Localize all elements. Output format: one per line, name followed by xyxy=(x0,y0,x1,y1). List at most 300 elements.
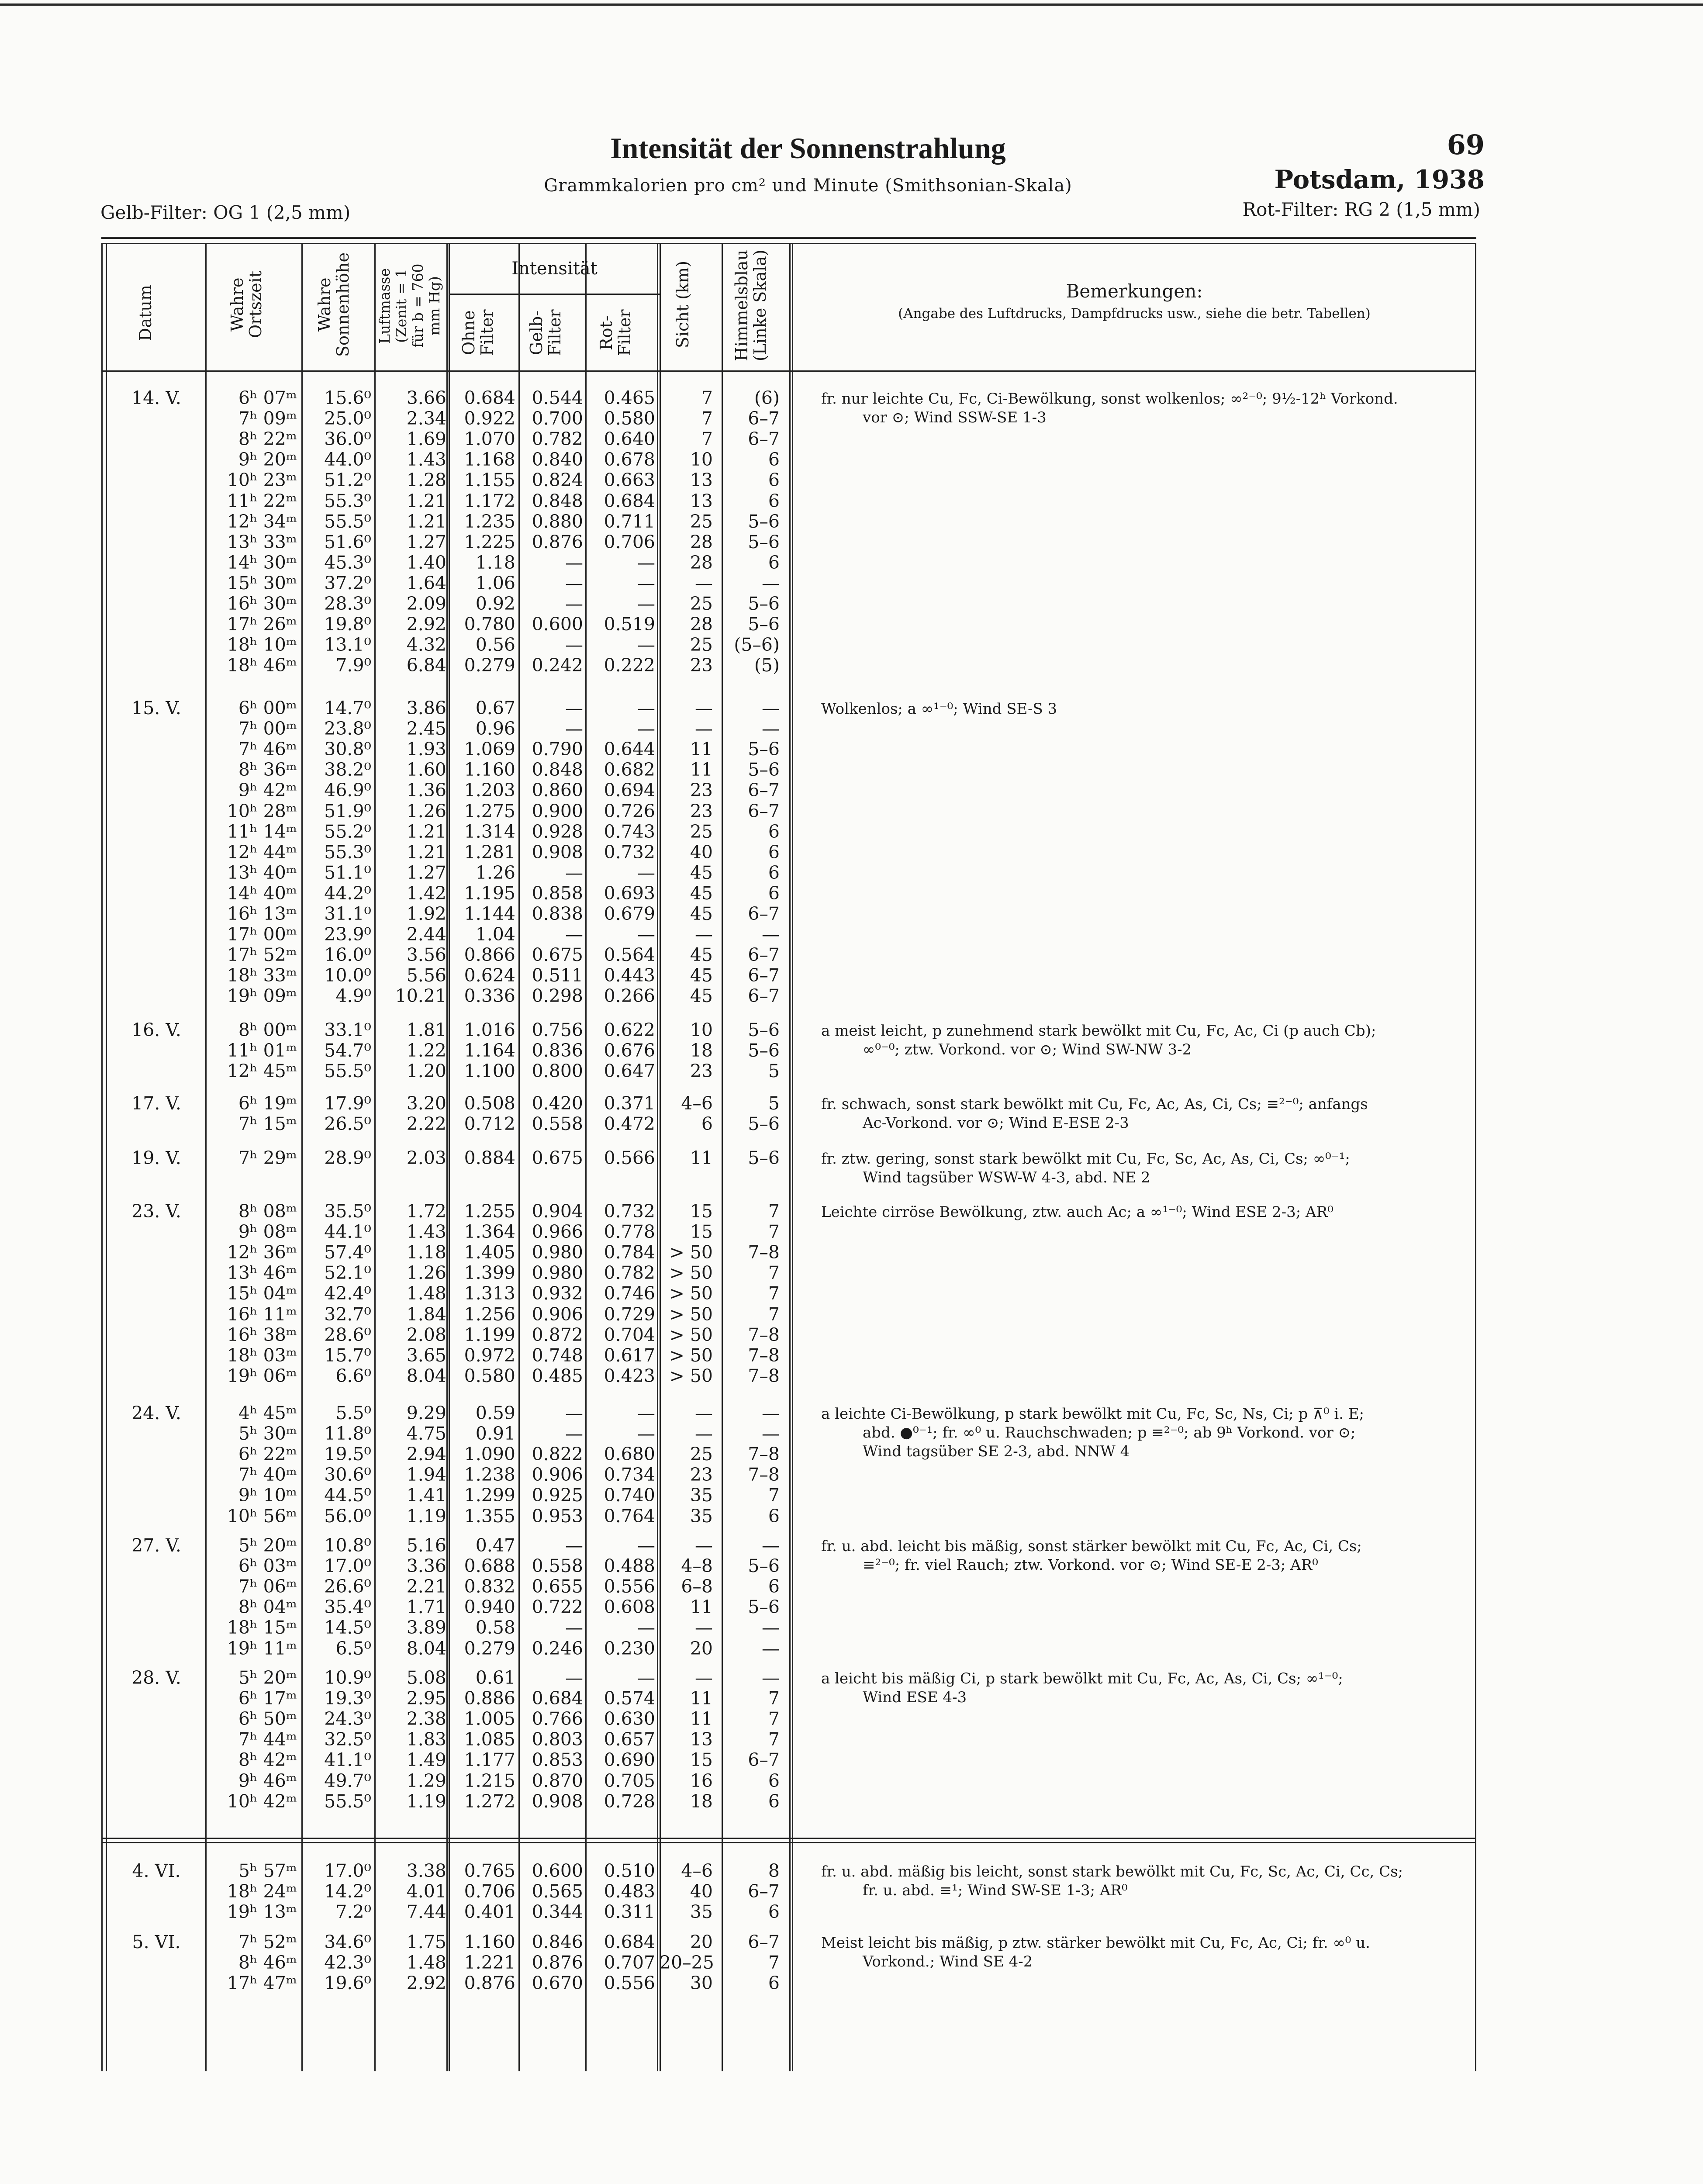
time-cell: 8ʰ 36ᵐ xyxy=(238,759,297,781)
time-cell: 16ʰ 11ᵐ xyxy=(227,1303,297,1325)
sky-blue-cell: 5–6 xyxy=(748,593,780,614)
visibility-cell: 15 xyxy=(690,1749,713,1771)
intensity-yellow-cell: — xyxy=(565,924,583,945)
sky-blue-cell: — xyxy=(762,1403,780,1424)
sky-blue-cell: 6–7 xyxy=(748,429,780,450)
intensity-red-cell: 0.782 xyxy=(604,1262,655,1284)
visibility-cell: 45 xyxy=(690,985,713,1007)
intensity-red-cell: 0.682 xyxy=(604,759,655,781)
time-cell: 19ʰ 09ᵐ xyxy=(227,985,297,1007)
col-bemerkungen: Bemerkungen: xyxy=(1066,280,1203,302)
time-cell: 7ʰ 09ᵐ xyxy=(238,408,297,429)
intensity-none-cell: 1.405 xyxy=(464,1242,515,1263)
sky-blue-cell: 6 xyxy=(768,1790,780,1812)
intensity-yellow-cell: 0.876 xyxy=(532,531,583,553)
altitude-cell: 35.4⁰ xyxy=(324,1597,371,1618)
airmass-cell: 3.38 xyxy=(406,1860,446,1881)
intensity-yellow-cell: 0.906 xyxy=(532,1303,583,1325)
altitude-cell: 6.6⁰ xyxy=(335,1365,371,1386)
intensity-none-cell: 1.090 xyxy=(464,1444,515,1465)
altitude-cell: 35.5⁰ xyxy=(324,1201,371,1222)
altitude-cell: 46.9⁰ xyxy=(324,780,371,801)
visibility-cell: 13 xyxy=(690,490,713,511)
remark-cell xyxy=(821,1203,1468,1222)
intensity-red-cell: 0.663 xyxy=(604,470,655,491)
time-cell: 7ʰ 29ᵐ xyxy=(238,1147,297,1168)
airmass-cell: 3.56 xyxy=(406,944,446,966)
remark-line: Wind ESE 4-3 xyxy=(863,1689,967,1706)
visibility-cell: 11 xyxy=(690,1597,713,1618)
time-cell: 16ʰ 13ᵐ xyxy=(227,903,297,924)
intensity-none-cell: 1.100 xyxy=(464,1061,515,1082)
intensity-yellow-cell: — xyxy=(565,552,583,573)
airmass-cell: 5.16 xyxy=(406,1535,446,1556)
intensity-none-cell: 1.238 xyxy=(464,1464,515,1486)
airmass-cell: 2.03 xyxy=(406,1147,446,1168)
sky-blue-cell: 6–7 xyxy=(748,800,780,822)
airmass-cell: 8.04 xyxy=(406,1365,446,1386)
time-cell: 7ʰ 00ᵐ xyxy=(238,718,297,740)
remark-line: ∞⁰⁻⁰; ztw. Vorkond. vor ⊙; Wind SW-NW 3-2 xyxy=(863,1041,1192,1058)
intensity-yellow-cell: 0.655 xyxy=(532,1576,583,1597)
intensity-none-cell: 1.225 xyxy=(464,531,515,553)
visibility-cell: 23 xyxy=(690,780,713,801)
sky-blue-cell: 5–6 xyxy=(748,1040,780,1061)
intensity-yellow-cell: — xyxy=(565,1423,583,1444)
visibility-cell: 20 xyxy=(690,1638,713,1659)
time-cell: 6ʰ 07ᵐ xyxy=(238,387,297,408)
sky-blue-cell: 7 xyxy=(768,1303,780,1325)
remark-line: vor ⊙; Wind SSW-SE 1-3 xyxy=(863,409,1047,426)
intensity-yellow-cell: 0.840 xyxy=(532,449,583,470)
airmass-cell: 1.43 xyxy=(406,1221,446,1243)
intensity-red-cell: — xyxy=(637,718,655,740)
intensity-none-cell: 1.26 xyxy=(475,862,515,883)
place-year: Potsdam, 1938 xyxy=(1274,165,1485,194)
sky-blue-cell: 5 xyxy=(768,1093,780,1114)
sky-blue-cell: 5–6 xyxy=(748,614,780,635)
intensity-red-cell: 0.311 xyxy=(604,1901,655,1923)
intensity-red-cell: 0.679 xyxy=(604,903,655,924)
intensity-none-cell: 1.155 xyxy=(464,470,515,491)
sky-blue-cell: 7 xyxy=(768,1262,780,1284)
time-cell: 14ʰ 40ᵐ xyxy=(227,882,297,904)
intensity-yellow-cell: 0.900 xyxy=(532,800,583,822)
airmass-cell: 2.09 xyxy=(406,593,446,614)
time-cell: 7ʰ 40ᵐ xyxy=(238,1464,297,1486)
sky-blue-cell: 6 xyxy=(768,1901,780,1923)
intensity-red-cell: — xyxy=(637,924,655,945)
airmass-cell: 1.48 xyxy=(406,1283,446,1304)
intensity-none-cell: 1.04 xyxy=(475,924,515,945)
intensity-none-cell: 1.160 xyxy=(464,759,515,781)
time-cell: 11ʰ 22ᵐ xyxy=(227,490,297,511)
airmass-cell: 2.92 xyxy=(406,1973,446,1994)
intensity-red-cell: 0.734 xyxy=(604,1464,655,1486)
airmass-cell: 4.01 xyxy=(406,1881,446,1902)
altitude-cell: 51.1⁰ xyxy=(324,862,371,883)
sky-blue-cell: 8 xyxy=(768,1860,780,1881)
time-cell: 18ʰ 15ᵐ xyxy=(227,1617,297,1638)
intensity-red-cell: 0.676 xyxy=(604,1040,655,1061)
visibility-cell: 11 xyxy=(690,1147,713,1168)
intensity-none-cell: 0.279 xyxy=(464,1638,515,1659)
intensity-red-cell: — xyxy=(637,862,655,883)
altitude-cell: 55.5⁰ xyxy=(324,1061,371,1082)
time-cell: 17ʰ 26ᵐ xyxy=(227,614,297,635)
airmass-cell: 1.18 xyxy=(406,1242,446,1263)
intensity-red-cell: — xyxy=(637,1403,655,1424)
sky-blue-cell: — xyxy=(762,1638,780,1659)
top-rule xyxy=(0,3,1703,6)
visibility-cell: 35 xyxy=(690,1485,713,1506)
airmass-cell: 1.26 xyxy=(406,800,446,822)
airmass-cell: 3.66 xyxy=(406,387,446,408)
remark-line: abd. ●⁰⁻¹; fr. ∞⁰ u. Rauchschwaden; p ≡²⁻⁰; ab 9ʰ Vorkond. vor ⊙; xyxy=(863,1424,1356,1441)
intensity-yellow-cell: 0.846 xyxy=(532,1932,583,1952)
intensity-red-cell: 0.728 xyxy=(604,1790,655,1812)
time-cell: 9ʰ 42ᵐ xyxy=(238,780,297,801)
intensity-yellow-cell: 0.928 xyxy=(532,821,583,842)
intensity-yellow-cell: 0.558 xyxy=(532,1113,583,1135)
intensity-none-cell: 1.195 xyxy=(464,882,515,904)
time-cell: 6ʰ 03ᵐ xyxy=(238,1555,297,1577)
sky-blue-cell: 7 xyxy=(768,1708,780,1730)
intensity-red-cell: 0.566 xyxy=(604,1147,655,1168)
remark-cell xyxy=(821,700,1468,719)
visibility-cell: > 50 xyxy=(669,1242,713,1263)
intensity-red-cell: 0.617 xyxy=(604,1344,655,1366)
sky-blue-cell: — xyxy=(762,698,780,719)
airmass-cell: 1.93 xyxy=(406,739,446,760)
intensity-none-cell: 0.67 xyxy=(475,698,515,719)
time-cell: 5ʰ 20ᵐ xyxy=(238,1667,297,1688)
intensity-none-cell: 1.221 xyxy=(464,1952,515,1973)
intensity-red-cell: 0.647 xyxy=(604,1061,655,1082)
intensity-yellow-cell: 0.953 xyxy=(532,1505,583,1527)
intensity-none-cell: 0.886 xyxy=(464,1688,515,1709)
time-cell: 13ʰ 33ᵐ xyxy=(227,531,297,553)
intensity-red-cell: 0.680 xyxy=(604,1444,655,1465)
airmass-cell: 1.81 xyxy=(406,1019,446,1040)
visibility-cell: 45 xyxy=(690,903,713,924)
intensity-yellow-cell: 0.800 xyxy=(532,1061,583,1082)
altitude-cell: 57.4⁰ xyxy=(324,1242,371,1263)
airmass-cell: 2.94 xyxy=(406,1444,446,1465)
sky-blue-cell: 6 xyxy=(768,1505,780,1527)
intensity-none-cell: 1.235 xyxy=(464,511,515,532)
altitude-cell: 56.0⁰ xyxy=(324,1505,371,1527)
header-separator xyxy=(101,370,1476,372)
remark-line: Meist leicht bis mäßig, p ztw. stärker bewölkt mit Cu, Fc, Ac, Ci; fr. ∞⁰ u. xyxy=(821,1934,1370,1952)
intensity-red-cell: — xyxy=(637,572,655,594)
altitude-cell: 30.8⁰ xyxy=(324,739,371,760)
sky-blue-cell: 7 xyxy=(768,1221,780,1243)
visibility-cell: 20–25 xyxy=(660,1952,714,1973)
intensity-none-cell: 1.355 xyxy=(464,1505,515,1527)
altitude-cell: 44.5⁰ xyxy=(324,1485,371,1506)
airmass-cell: 2.44 xyxy=(406,924,446,945)
intensity-yellow-cell: 0.848 xyxy=(532,759,583,781)
intensity-none-cell: 1.160 xyxy=(464,1932,515,1952)
visibility-cell: 10 xyxy=(690,1019,713,1040)
intensity-red-cell: 0.472 xyxy=(604,1113,655,1135)
remark-line: fr. u. abd. ≡¹; Wind SW-SE 1-3; AR⁰ xyxy=(863,1882,1128,1899)
visibility-cell: 23 xyxy=(690,655,713,676)
altitude-cell: 13.1⁰ xyxy=(324,634,371,656)
visibility-cell: 7 xyxy=(701,429,713,450)
intensity-none-cell: 0.940 xyxy=(464,1597,515,1618)
intensity-none-cell: 1.070 xyxy=(464,429,515,450)
visibility-cell: 23 xyxy=(690,1061,713,1082)
sky-blue-cell: 6 xyxy=(768,470,780,491)
altitude-cell: 44.1⁰ xyxy=(324,1221,371,1243)
visibility-cell: > 50 xyxy=(669,1283,713,1304)
intensity-yellow-cell: 0.766 xyxy=(532,1708,583,1730)
sky-blue-cell: 7–8 xyxy=(748,1365,780,1386)
time-cell: 15ʰ 04ᵐ xyxy=(227,1283,297,1304)
remark-line: Vorkond.; Wind SE 4-2 xyxy=(863,1953,1033,1970)
intensity-none-cell: 1.172 xyxy=(464,490,515,511)
altitude-cell: 23.9⁰ xyxy=(324,924,371,945)
intensity-yellow-cell: 0.790 xyxy=(532,739,583,760)
visibility-cell: 15 xyxy=(690,1201,713,1222)
intensity-yellow-cell: — xyxy=(565,1617,583,1638)
month-separator xyxy=(101,1838,1476,1839)
time-cell: 10ʰ 28ᵐ xyxy=(227,800,297,822)
intensity-none-cell: 1.199 xyxy=(464,1324,515,1345)
airmass-cell: 6.84 xyxy=(406,655,446,676)
intensity-red-cell: 0.230 xyxy=(604,1638,655,1659)
time-cell: 5ʰ 30ᵐ xyxy=(238,1423,297,1444)
time-cell: 15ʰ 30ᵐ xyxy=(227,572,297,594)
altitude-cell: 44.0⁰ xyxy=(324,449,371,470)
airmass-cell: 1.71 xyxy=(406,1597,446,1618)
intensity-red-cell: 0.556 xyxy=(604,1576,655,1597)
time-cell: 19ʰ 13ᵐ xyxy=(227,1901,297,1923)
time-cell: 19ʰ 11ᵐ xyxy=(227,1638,297,1659)
intensity-none-cell: 1.203 xyxy=(464,780,515,801)
remark-line: fr. schwach, sonst stark bewölkt mit Cu, Fc, Ac, As, Ci, Cs; ≡²⁻⁰; anfangs xyxy=(821,1095,1368,1113)
intensity-none-cell: 0.401 xyxy=(464,1901,515,1923)
altitude-cell: 32.5⁰ xyxy=(324,1729,371,1750)
visibility-cell: — xyxy=(695,698,713,719)
sky-blue-cell: 5–6 xyxy=(748,1597,780,1618)
intensity-red-cell: 0.640 xyxy=(604,429,655,450)
sky-blue-cell: — xyxy=(762,1535,780,1556)
visibility-cell: 25 xyxy=(690,821,713,842)
intensity-none-cell: 1.177 xyxy=(464,1749,515,1771)
sky-blue-cell: 6–7 xyxy=(748,780,780,801)
intensity-none-cell: 0.780 xyxy=(464,614,515,635)
time-cell: 7ʰ 52ᵐ xyxy=(238,1932,297,1952)
intensity-none-cell: 1.364 xyxy=(464,1221,515,1243)
intensity-yellow-cell: 0.675 xyxy=(532,1147,583,1168)
date-cell: 5. VI. xyxy=(132,1932,181,1952)
airmass-cell: 1.75 xyxy=(406,1932,446,1952)
intensity-none-cell: 0.972 xyxy=(464,1344,515,1366)
sky-blue-cell: 6–7 xyxy=(748,903,780,924)
sky-blue-cell: 6–7 xyxy=(748,1932,780,1952)
intensity-red-cell: 0.556 xyxy=(604,1973,655,1994)
visibility-cell: 10 xyxy=(690,449,713,470)
intensity-none-cell: 0.47 xyxy=(475,1535,515,1556)
intensity-red-cell: 0.465 xyxy=(604,387,655,408)
intensity-none-cell: 0.884 xyxy=(464,1147,515,1168)
intensity-none-cell: 1.281 xyxy=(464,841,515,863)
intensity-yellow-cell: 0.848 xyxy=(532,490,583,511)
intensity-none-cell: 1.164 xyxy=(464,1040,515,1061)
altitude-cell: 51.9⁰ xyxy=(324,800,371,822)
time-cell: 19ʰ 06ᵐ xyxy=(227,1365,297,1386)
visibility-cell: > 50 xyxy=(669,1262,713,1284)
intensity-none-cell: 0.876 xyxy=(464,1973,515,1994)
time-cell: 5ʰ 57ᵐ xyxy=(238,1860,297,1881)
sky-blue-cell: 6 xyxy=(768,490,780,511)
sky-blue-cell: 5–6 xyxy=(748,531,780,553)
altitude-cell: 4.9⁰ xyxy=(335,985,371,1007)
visibility-cell: 6 xyxy=(701,1113,713,1135)
intensity-none-cell: 0.61 xyxy=(475,1667,515,1688)
intensity-yellow-cell: 0.824 xyxy=(532,470,583,491)
intensity-none-cell: 0.508 xyxy=(464,1093,515,1114)
intensity-red-cell: 0.707 xyxy=(604,1952,655,1973)
sky-blue-cell: 7 xyxy=(768,1283,780,1304)
col-ohne-filter: Ohne Filter xyxy=(459,309,497,356)
intensity-none-cell: 0.866 xyxy=(464,944,515,966)
airmass-cell: 1.27 xyxy=(406,531,446,553)
intensity-none-cell: 0.706 xyxy=(464,1881,515,1902)
airmass-cell: 1.40 xyxy=(406,552,446,573)
remark-line: a leichte Ci-Bewölkung, p stark bewölkt mit Cu, Fc, Sc, Ns, Ci; p ⊼⁰ i. E; xyxy=(821,1405,1364,1423)
sky-blue-cell: — xyxy=(762,718,780,740)
sky-blue-cell: — xyxy=(762,1423,780,1444)
visibility-cell: — xyxy=(695,1667,713,1688)
intensity-none-cell: 0.624 xyxy=(464,965,515,986)
intensity-none-cell: 0.56 xyxy=(475,634,515,656)
col-datum: Datum xyxy=(136,285,155,342)
airmass-cell: 1.94 xyxy=(406,1464,446,1486)
visibility-cell: 28 xyxy=(690,552,713,573)
intensity-red-cell: 0.443 xyxy=(604,965,655,986)
intensity-red-cell: 0.630 xyxy=(604,1708,655,1730)
visibility-cell: 4–6 xyxy=(681,1093,713,1114)
col-sonnenhoehe: Wahre Sonnenhöhe xyxy=(315,252,352,357)
sky-blue-cell: 6 xyxy=(768,862,780,883)
sky-blue-cell: 6 xyxy=(768,841,780,863)
intensity-none-cell: 0.765 xyxy=(464,1860,515,1881)
intensity-red-cell: 0.743 xyxy=(604,821,655,842)
altitude-cell: 45.3⁰ xyxy=(324,552,371,573)
intensity-none-cell: 1.168 xyxy=(464,449,515,470)
intensity-red-cell: 0.580 xyxy=(604,408,655,429)
time-cell: 14ʰ 30ᵐ xyxy=(227,552,297,573)
altitude-cell: 16.0⁰ xyxy=(324,944,371,966)
airmass-cell: 10.21 xyxy=(395,985,446,1007)
altitude-cell: 28.3⁰ xyxy=(324,593,371,614)
altitude-cell: 32.7⁰ xyxy=(324,1303,371,1325)
time-cell: 17ʰ 00ᵐ xyxy=(227,924,297,945)
intensity-yellow-cell: 0.860 xyxy=(532,780,583,801)
airmass-cell: 2.38 xyxy=(406,1708,446,1730)
altitude-cell: 10.8⁰ xyxy=(324,1535,371,1556)
intensity-none-cell: 0.684 xyxy=(464,387,515,408)
sky-blue-cell: 5 xyxy=(768,1061,780,1082)
altitude-cell: 55.5⁰ xyxy=(324,1790,371,1812)
sky-blue-cell: 5–6 xyxy=(748,739,780,760)
time-cell: 8ʰ 46ᵐ xyxy=(238,1952,297,1973)
airmass-cell: 1.21 xyxy=(406,490,446,511)
visibility-cell: 25 xyxy=(690,634,713,656)
intensity-yellow-cell: 0.870 xyxy=(532,1770,583,1791)
intensity-yellow-cell: 0.684 xyxy=(532,1688,583,1709)
airmass-cell: 2.45 xyxy=(406,718,446,740)
sky-blue-cell: 6 xyxy=(768,1973,780,1994)
col-rot-filter: Rot- Filter xyxy=(597,309,634,356)
sky-blue-cell: 6 xyxy=(768,821,780,842)
intensity-yellow-cell: 0.558 xyxy=(532,1555,583,1577)
airmass-cell: 2.08 xyxy=(406,1324,446,1345)
altitude-cell: 23.8⁰ xyxy=(324,718,371,740)
intensity-red-cell: 0.732 xyxy=(604,841,655,863)
intensity-yellow-cell: 0.675 xyxy=(532,944,583,966)
col-intensitaet: Intensität xyxy=(511,259,598,279)
airmass-cell: 1.84 xyxy=(406,1303,446,1325)
intensity-yellow-cell: 0.420 xyxy=(532,1093,583,1114)
airmass-cell: 1.83 xyxy=(406,1729,446,1750)
time-cell: 18ʰ 24ᵐ xyxy=(227,1881,297,1902)
remark-cell xyxy=(821,1150,1468,1187)
time-cell: 12ʰ 34ᵐ xyxy=(227,511,297,532)
airmass-cell: 1.21 xyxy=(406,841,446,863)
intensity-yellow-cell: 0.246 xyxy=(532,1638,583,1659)
intensity-red-cell: 0.746 xyxy=(604,1283,655,1304)
visibility-cell: 45 xyxy=(690,944,713,966)
intensity-yellow-cell: — xyxy=(565,572,583,594)
intensity-yellow-cell: 0.838 xyxy=(532,903,583,924)
airmass-cell: 1.43 xyxy=(406,449,446,470)
visibility-cell: — xyxy=(695,1535,713,1556)
time-cell: 7ʰ 06ᵐ xyxy=(238,1576,297,1597)
intensity-yellow-cell: 0.966 xyxy=(532,1221,583,1243)
intensity-none-cell: 1.016 xyxy=(464,1019,515,1040)
visibility-cell: 23 xyxy=(690,800,713,822)
visibility-cell: 20 xyxy=(690,1932,713,1952)
altitude-cell: 42.3⁰ xyxy=(324,1952,371,1973)
intensity-red-cell: — xyxy=(637,552,655,573)
remark-line: fr. u. abd. mäßig bis leicht, sonst stark bewölkt mit Cu, Fc, Sc, Ac, Ci, Cc, Cs; xyxy=(821,1863,1403,1880)
sky-blue-cell: — xyxy=(762,924,780,945)
airmass-cell: 1.36 xyxy=(406,780,446,801)
col-ortszeit: Wahre Ortszeit xyxy=(228,270,265,339)
altitude-cell: 55.3⁰ xyxy=(324,490,371,511)
altitude-cell: 19.3⁰ xyxy=(324,1688,371,1709)
intensity-red-cell: 0.371 xyxy=(604,1093,655,1114)
visibility-cell: 23 xyxy=(690,1464,713,1486)
visibility-cell: 11 xyxy=(690,759,713,781)
remark-cell xyxy=(821,1669,1468,1707)
time-cell: 8ʰ 42ᵐ xyxy=(238,1749,297,1771)
altitude-cell: 52.1⁰ xyxy=(324,1262,371,1284)
date-cell: 28. V. xyxy=(131,1667,181,1688)
intensity-yellow-cell: 0.925 xyxy=(532,1485,583,1506)
time-cell: 7ʰ 46ᵐ xyxy=(238,739,297,760)
intensity-yellow-cell: 0.298 xyxy=(532,985,583,1007)
time-cell: 18ʰ 03ᵐ xyxy=(227,1344,297,1366)
intensity-none-cell: 1.085 xyxy=(464,1729,515,1750)
visibility-cell: 15 xyxy=(690,1221,713,1243)
time-cell: 5ʰ 20ᵐ xyxy=(238,1535,297,1556)
